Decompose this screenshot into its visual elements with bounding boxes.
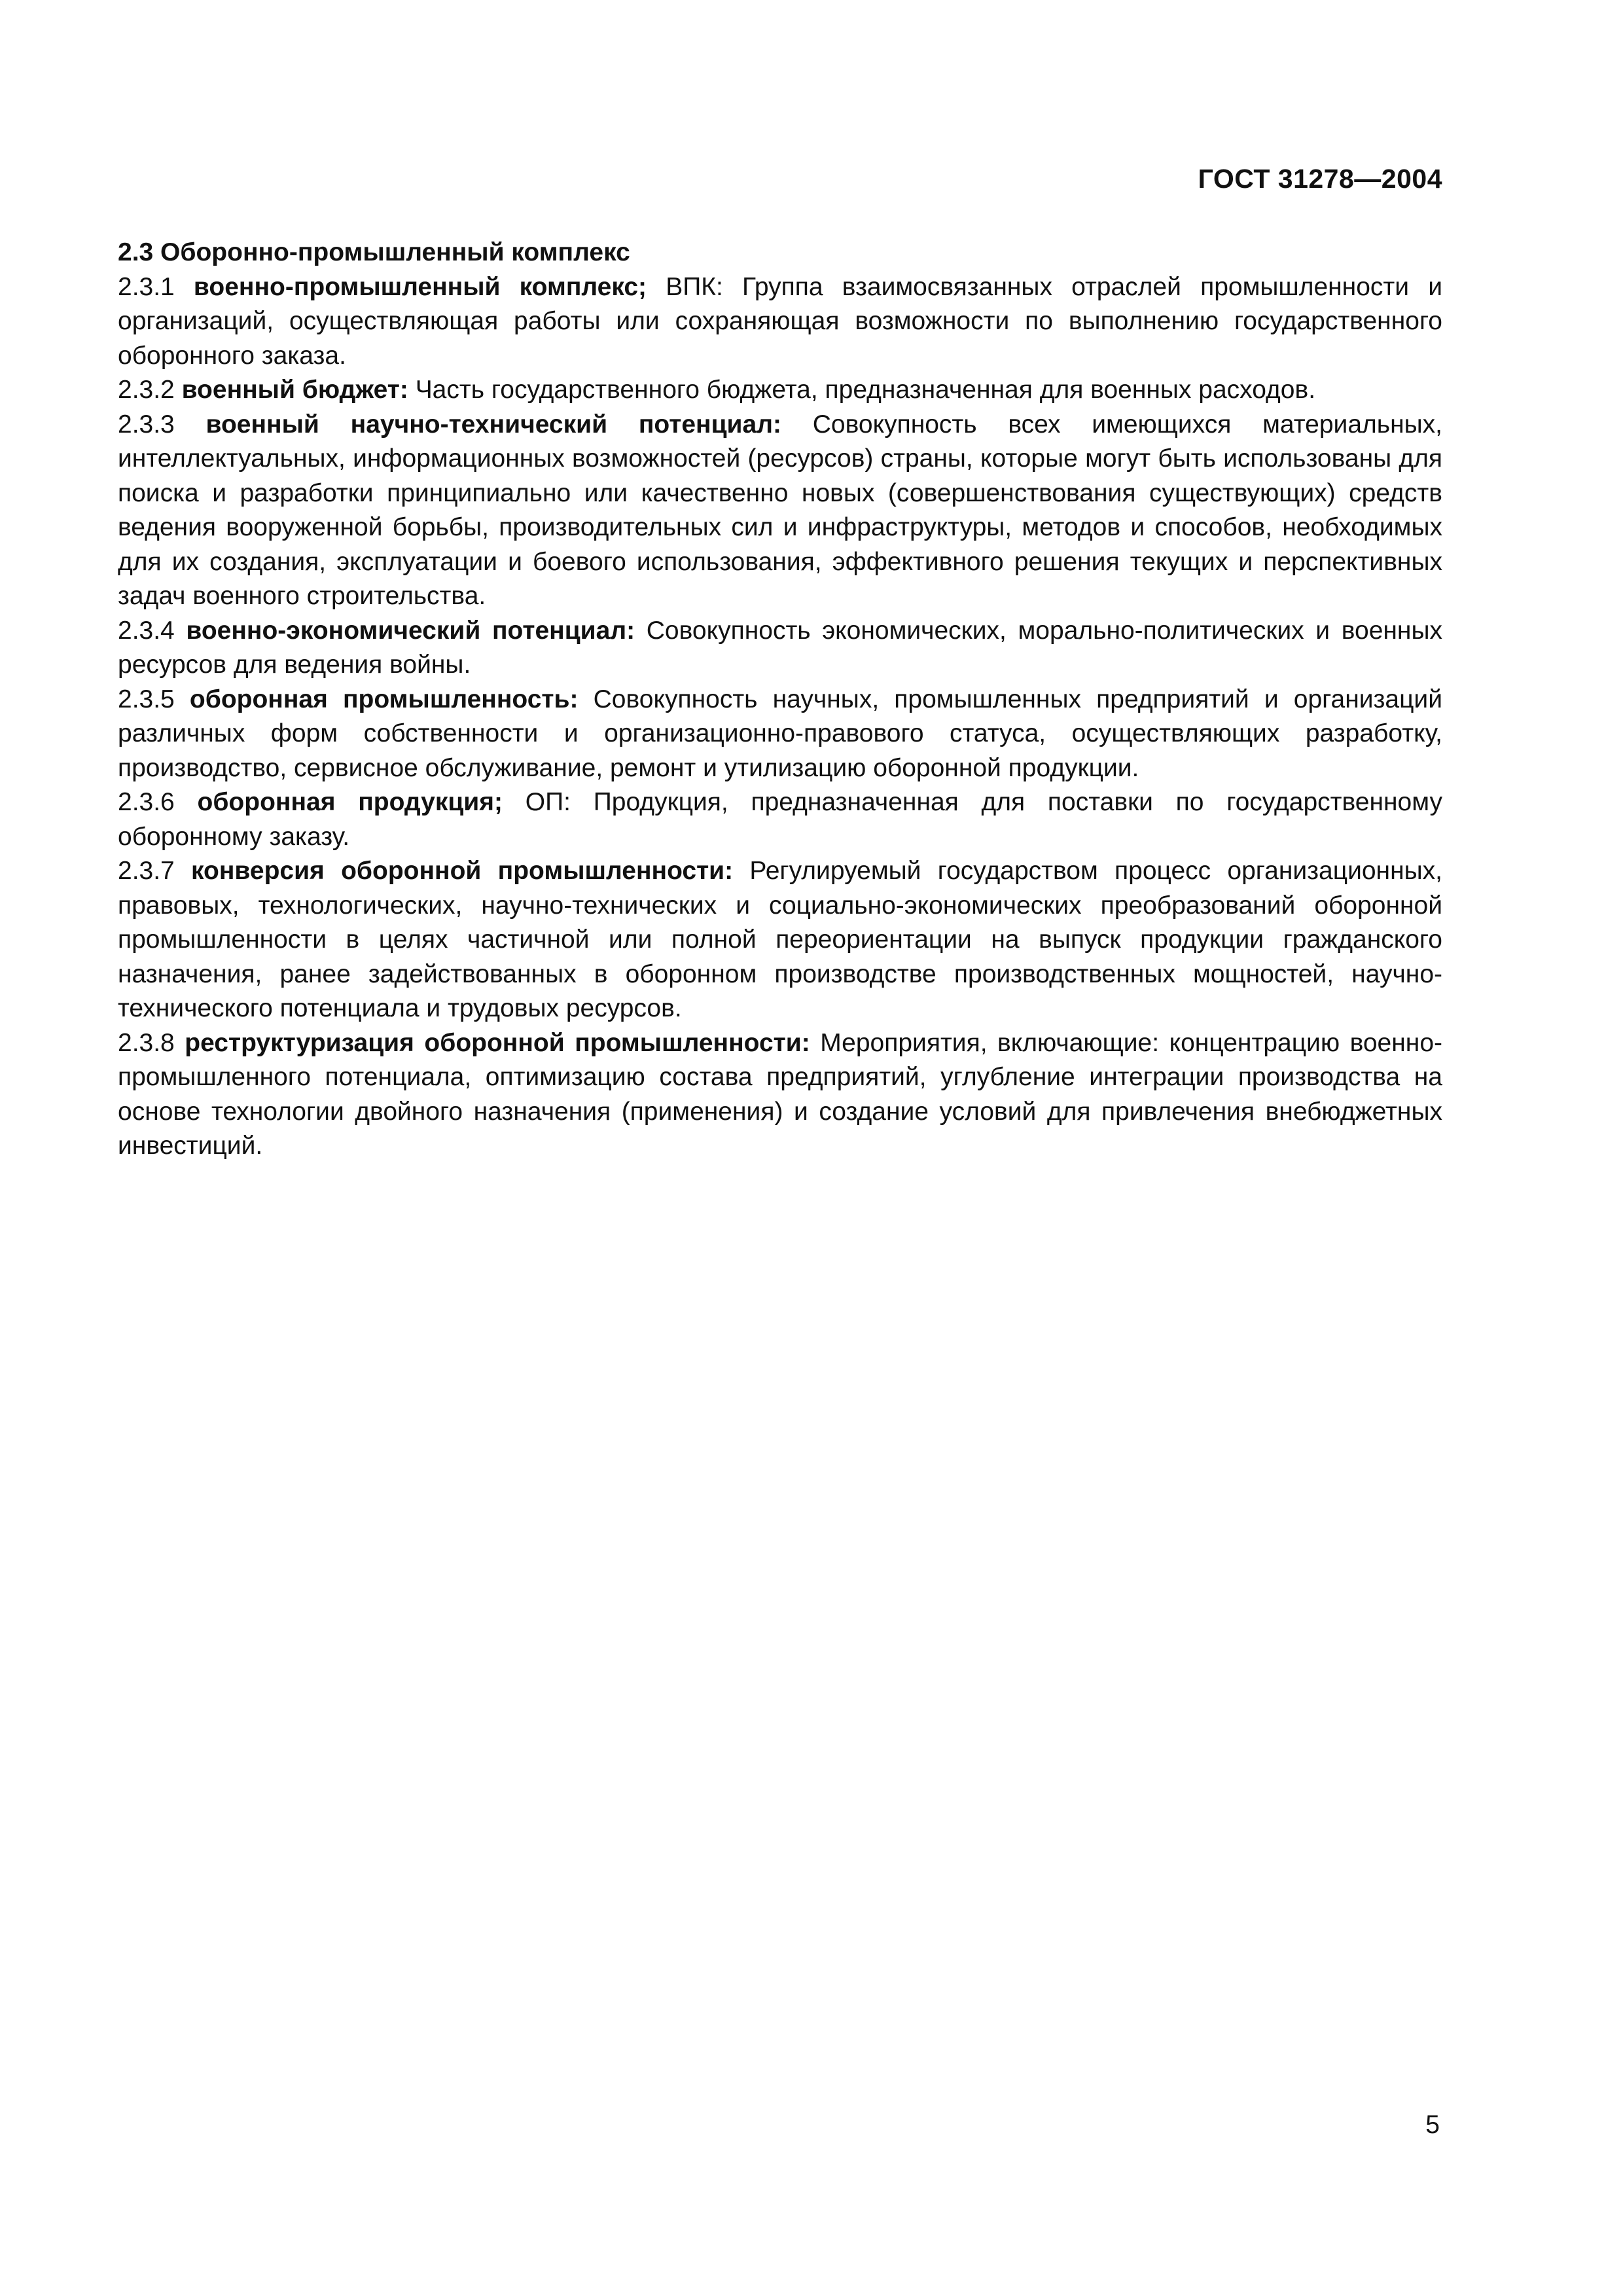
page-number: 5 — [1425, 2111, 1440, 2139]
term-entry-2-3-8 — [118, 1026, 1442, 1164]
term-number: 2.3.6 — [118, 788, 175, 816]
term-number: 2.3.8 — [118, 1028, 175, 1057]
term-entry-2-3-2 — [118, 373, 1442, 408]
term-name: конверсия оборонной промышленности: — [191, 857, 734, 885]
term-name: военный научно-технический потенциал: — [205, 410, 781, 439]
term-definition: ОП: Продукция, предназначенная для поставки по государственному оборонному заказу. — [118, 788, 1442, 851]
term-entry-2-3-3 — [118, 408, 1442, 614]
term-definition: Совокупность всех имеющихся материальных, интеллектуальных, информационных возможностей (ресурсов) страны, которые могут быть использованы для поиска и разработки принципиально или качественно новых (совершенствования существующих) средств ведения вооруженной борьбы, производительных сил и инфраструктуры, методов и способов, необходимых для их создания, эксплуатации и боевого использования, эффективного решения текущих и перспективных задач военного строительства. — [118, 410, 1442, 610]
term-number: 2.3.1 — [118, 272, 175, 301]
term-name: оборонная продукция; — [197, 788, 503, 816]
document-standard-id: ГОСТ 31278—2004 — [1198, 164, 1442, 194]
term-name: реструктуризация оборонной промышленности: — [185, 1028, 810, 1057]
document-body — [118, 236, 1442, 1164]
term-number: 2.3.3 — [118, 410, 175, 439]
term-entry-2-3-1 — [118, 270, 1442, 374]
term-number: 2.3.4 — [118, 616, 175, 645]
term-name: военный бюджет: — [181, 376, 408, 404]
term-definition: Регулируемый государством процесс организационных, правовых, технологических, научно-технических и социально-экономических преобразований оборонной промышленности в целях частичной или полной переориентации на выпуск продукции гражданского назначения, ранее задействованных в оборонном производстве производственных мощностей, научно-технического потенциала и трудовых ресурсов. — [118, 857, 1442, 1022]
term-name: оборонная промышленность: — [189, 685, 579, 713]
term-definition: Совокупность экономических, морально-политических и военных ресурсов для ведения войны. — [118, 616, 1442, 679]
section-title: 2.3 Оборонно-промышленный комплекс — [118, 238, 630, 266]
term-definition: Мероприятия, включающие: концентрацию военно-промышленного потенциала, оптимизацию состава предприятий, углубление интеграции производства на основе технологии двойного назначения (применения) и создание условий для привлечения внебюджетных инвестиций. — [118, 1028, 1443, 1160]
term-entry-2-3-7 — [118, 854, 1442, 1026]
term-name: военно-промышленный комплекс; — [193, 272, 647, 301]
term-number: 2.3.5 — [118, 685, 175, 713]
term-definition: Совокупность научных, промышленных предприятий и организаций различных форм собственности и организационно-правового статуса, осуществляющих разработку, производство, сервисное обслуживание, ремонт и утилизацию оборонной продукции. — [118, 685, 1443, 782]
term-definition: ВПК: Группа взаимосвязанных отраслей промышленности и организаций, осуществляющая работы или сохраняющая возможности по выполнению государственного оборонного заказа. — [118, 272, 1443, 370]
term-entry-2-3-4 — [118, 614, 1442, 683]
term-entry-2-3-6 — [118, 785, 1442, 854]
term-definition: Часть государственного бюджета, предназначенная для военных расходов. — [415, 376, 1316, 404]
term-number: 2.3.2 — [118, 376, 175, 404]
term-name: военно-экономический потенциал: — [186, 616, 635, 645]
term-entry-2-3-5 — [118, 683, 1442, 786]
term-number: 2.3.7 — [118, 857, 175, 885]
